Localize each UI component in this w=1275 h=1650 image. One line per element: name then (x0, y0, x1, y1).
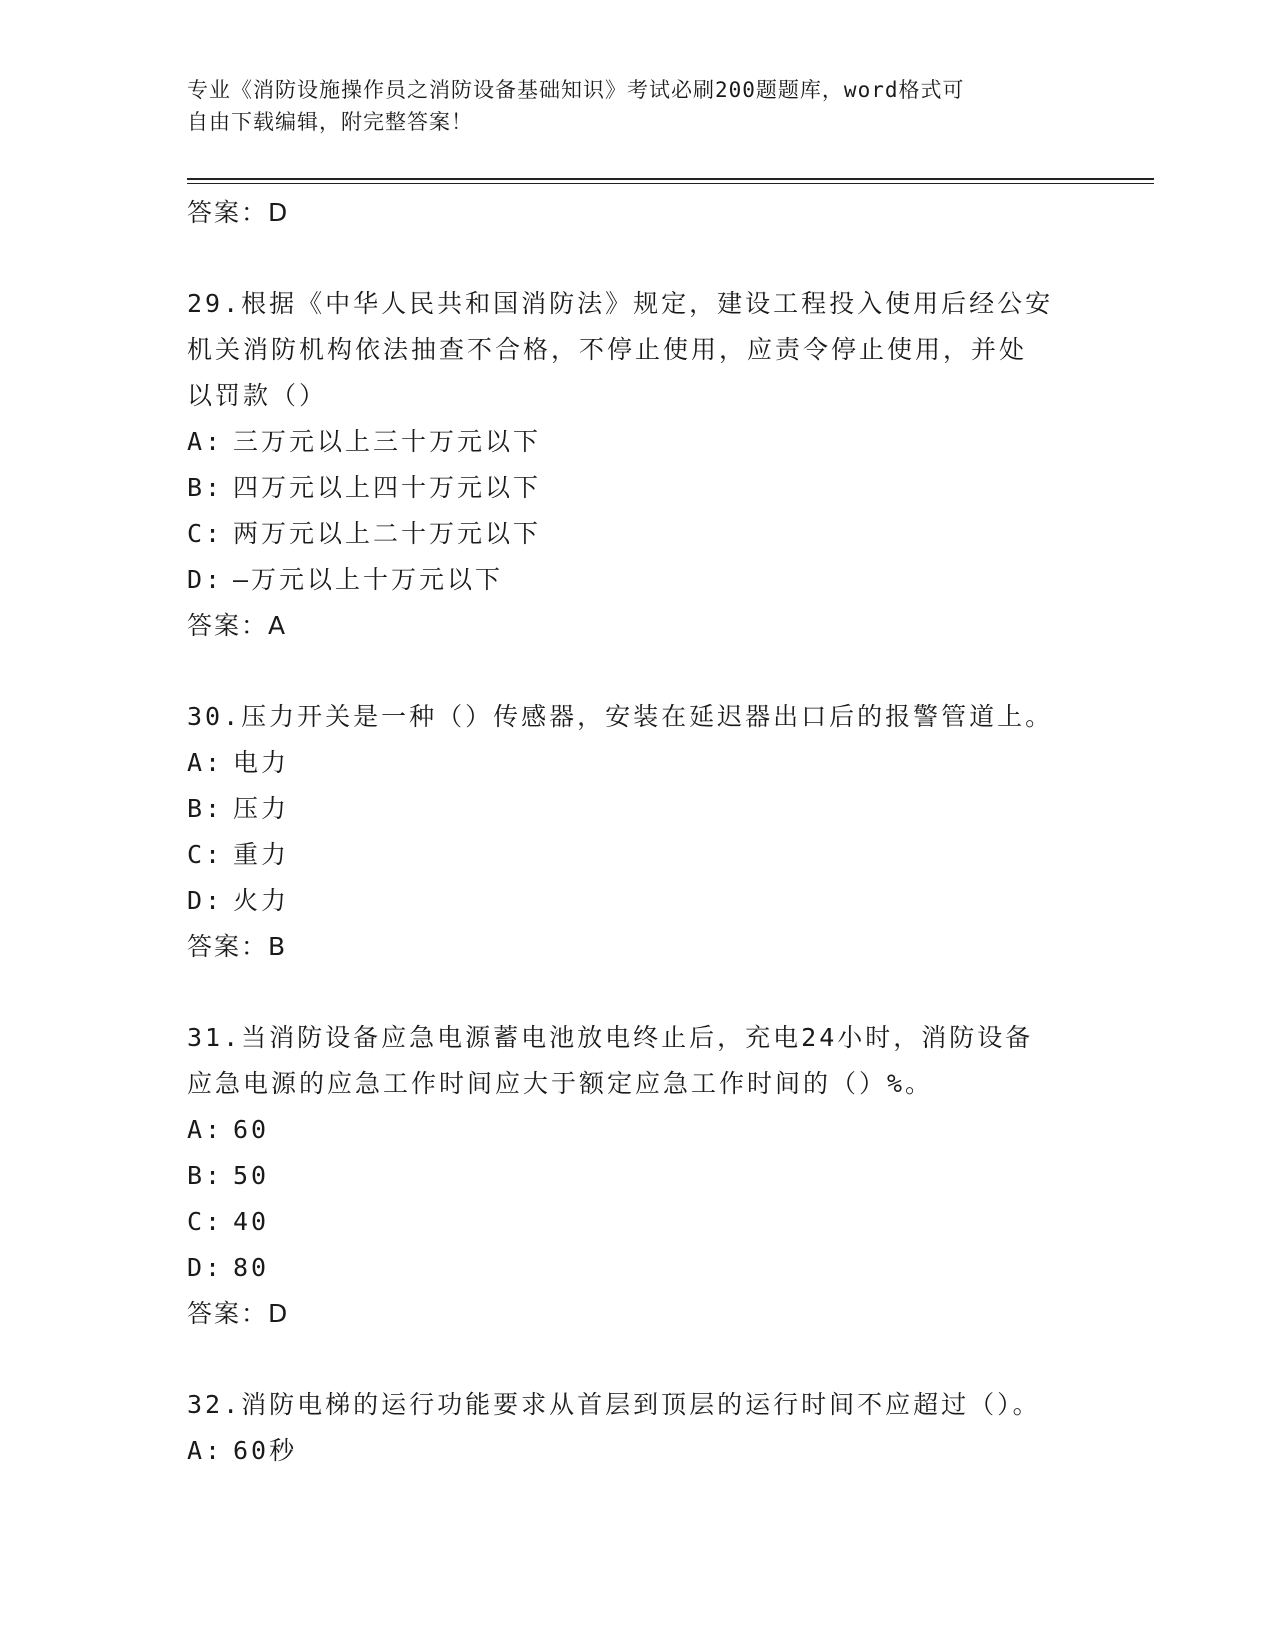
question-29-line-1: 29.根据《中华人民共和国消防法》规定，建设工程投入使用后经公安 (187, 289, 1054, 318)
question-31-option-c: C: 40 (187, 1207, 270, 1236)
question-30 (187, 694, 1087, 969)
question-32 (187, 1382, 1087, 1474)
question-29-line-2: 机关消防机构依法抽查不合格，不停止使用，应责令停止使用，并处 (187, 335, 1028, 364)
answer-28: 答案：D (187, 198, 290, 227)
answer-30: 答案：B (187, 932, 288, 961)
question-31-line-2: 应急电源的应急工作时间应大于额定应急工作时间的（）%。 (187, 1069, 934, 1098)
question-29-option-c: C: 两万元以上二十万元以下 (187, 519, 542, 548)
question-31-line-1: 31.当消防设备应急电源蓄电池放电终止后，充电24小时，消防设备 (187, 1023, 1034, 1052)
question-29 (187, 281, 1087, 648)
document-body (187, 190, 1087, 1474)
page-header (187, 74, 1067, 138)
header-line-1: 专业《消防设施操作员之消防设备基础知识》考试必刷200题题库，word格式可 (187, 78, 965, 102)
question-29-line-3: 以罚款（） (187, 381, 328, 410)
header-rule-thick (187, 178, 1154, 180)
question-32-option-a: A: 60秒 (187, 1436, 298, 1465)
question-31 (187, 1015, 1087, 1336)
header-rule-thin (187, 183, 1154, 184)
question-30-option-c: C: 重力 (187, 840, 290, 869)
question-30-option-d: D: 火力 (187, 886, 290, 915)
question-29-option-b: B: 四万元以上四十万元以下 (187, 473, 542, 502)
header-line-2: 自由下载编辑，附完整答案！ (187, 110, 473, 134)
question-29-option-d: D: —万元以上十万元以下 (187, 565, 504, 594)
question-29-option-a: A: 三万元以上三十万元以下 (187, 427, 542, 456)
question-31-option-b: B: 50 (187, 1161, 270, 1190)
question-30-line-1: 30.压力开关是一种（）传感器，安装在延迟器出口后的报警管道上。 (187, 702, 1054, 731)
question-32-line-1: 32.消防电梯的运行功能要求从首层到顶层的运行时间不应超过（）。 (187, 1390, 1041, 1419)
question-30-option-b: B: 压力 (187, 794, 290, 823)
question-31-option-a: A: 60 (187, 1115, 270, 1144)
question-30-option-a: A: 电力 (187, 748, 290, 777)
question-31-option-d: D: 80 (187, 1253, 270, 1282)
answer-29: 答案：A (187, 611, 288, 640)
answer-31: 答案：D (187, 1299, 290, 1328)
